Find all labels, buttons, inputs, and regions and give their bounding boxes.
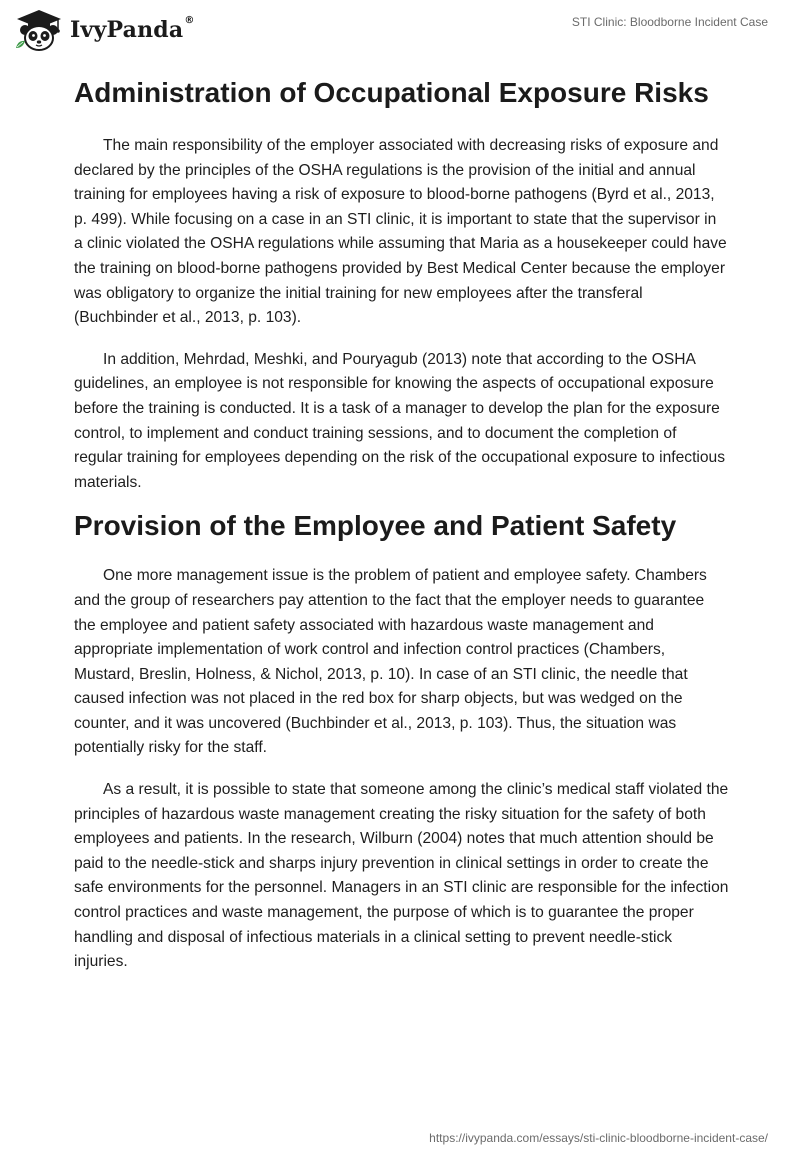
section-heading-safety: Provision of the Employee and Patient Safety bbox=[74, 510, 677, 542]
paragraph: One more management issue is the problem of patient and employee safety. Chambers and the group of researchers pay attention to the fact that the employer needs to guarantee the employee and patient safety associated with hazardous waste management and appropriate implementation of work control and infection control practices (Chambers, Mustard, Breslin, Holness, & Nichol, 2013, p. 10). In case of an STI clinic, the needle that caused infection was not placed in the red box for sharp objects, but was wedged on the counter, and it was uncovered (Buchbinder et al., 2013, p. 103). Thus, the situation was potentially risky for the staff. bbox=[74, 567, 707, 757]
paragraph: In addition, Mehrdad, Meshki, and Pouryagub (2013) note that according to the OSHA guidelines, an employee is not responsible for knowing the aspects of occupational exposure before the training is conducted. It is a task of a manager to develop the plan for the exposure control, to implement and conduct training sessions, and to document the completion of regular training for employees depending on the risk of the occupational exposure to infectious materials. bbox=[74, 350, 726, 491]
page-header bbox=[0, 0, 800, 62]
paragraph: As a result, it is possible to state that someone among the clinic’s medical staff violated the principles of hazardous waste management creating the risky situation for the safety of both employees and patients. In the research, Wilburn (2004) notes that much attention should be paid to the needle-stick and sharps injury prevention in clinical settings in order to create the safe environments for the personnel. Managers in an STI clinic are responsible for the infection control practices and waste management, the purpose of which is to guarantee the proper handling and disposal of infectious materials in a clinical setting to prevent needle-stick injuries. bbox=[74, 781, 729, 971]
registered-mark: ® bbox=[184, 15, 195, 26]
paragraph: The main responsibility of the employer associated with decreasing risks of exposure and declared by the principles of the OSHA regulations is the provision of the initial and annual training for employees having a risk of exposure to blood-borne pathogens (Byrd et al., 2013, p. 499). While focusing on a case in an STI clinic, it is important to state that the supervisor in a clinic violated the OSHA regulations while assuming that Maria as a housekeeper could have the training on blood-borne pathogens provided by Best Medical Center because the employer was obligatory to organize the initial training for new employees after the transferal (Buchbinder et al., 2013, p. 103). bbox=[74, 137, 727, 327]
essay-content bbox=[74, 70, 729, 975]
section-heading-administration: Administration of Occupational Exposure Risks bbox=[74, 77, 709, 108]
panda-graduate-icon bbox=[14, 8, 64, 52]
ivypanda-logo[interactable] bbox=[14, 8, 195, 52]
logo-name: IvyPanda bbox=[70, 17, 184, 43]
source-url[interactable]: https://ivypanda.com/essays/sti-clinic-bloodborne-incident-case/ bbox=[429, 1131, 768, 1145]
document-title: STI Clinic: Bloodborne Incident Case bbox=[571, 15, 768, 29]
logo-text bbox=[70, 17, 195, 43]
